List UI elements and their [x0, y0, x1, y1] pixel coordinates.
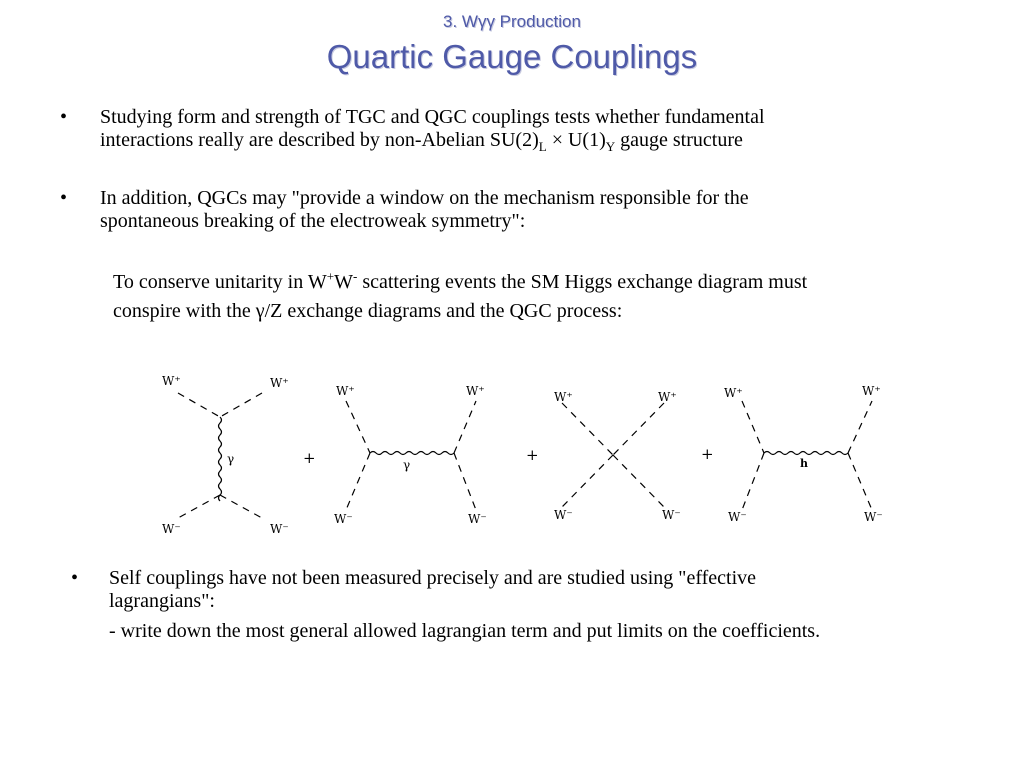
boson-line	[178, 495, 220, 518]
superscript: -	[352, 268, 358, 284]
sub-point-lagrangian: - write down the most general allowed lagrangian term and put limits on the coefficients.	[109, 620, 821, 642]
photon-propagator	[370, 452, 454, 455]
label-w-minus: W⁻	[334, 512, 353, 526]
boson-line	[848, 401, 872, 453]
plus-sign: +	[303, 449, 316, 467]
paragraph-line	[113, 268, 993, 297]
higgs-propagator	[764, 452, 848, 455]
text-segment: interactions really are described by non-Abelian SU(2)	[100, 129, 539, 151]
diagram-s-channel-photon	[346, 401, 476, 510]
bullet-marker: •	[71, 567, 79, 589]
bullet-text	[100, 187, 749, 233]
boson-line	[848, 453, 872, 510]
label-w-minus: W⁻	[864, 510, 883, 524]
text-segment: scattering events the SM Higgs exchange diagram must	[357, 271, 808, 293]
label-photon: γ	[227, 452, 235, 466]
boson-line	[454, 401, 476, 453]
bullet-text	[100, 106, 765, 152]
bullet-line: spontaneous breaking of the electroweak symmetry":	[100, 210, 526, 232]
paragraph-line: conspire with the γ/Z exchange diagrams and the QGC process:	[113, 300, 623, 322]
bullet-marker: •	[60, 106, 68, 128]
diagram-quartic-vertex	[562, 403, 664, 507]
boson-line	[178, 393, 220, 417]
superscript: +	[326, 268, 335, 284]
subscript: L	[538, 139, 547, 154]
bullet-tgc-qgc	[60, 106, 920, 154]
label-w-minus: W⁻	[270, 522, 289, 535]
bullet-self-couplings	[71, 567, 991, 615]
diagram-s-channel-higgs	[742, 401, 872, 510]
label-w-plus: W⁺	[724, 386, 743, 400]
boson-line	[562, 403, 613, 455]
label-w-plus: W⁺	[162, 374, 181, 388]
label-w-plus: W⁺	[270, 376, 289, 390]
boson-line	[220, 495, 262, 518]
page-title: Quartic Gauge Couplings	[326, 38, 698, 75]
boson-line	[346, 401, 370, 453]
bullet-line: In addition, QGCs may "provide a window on the mechanism responsible for the	[100, 187, 749, 209]
boson-line	[346, 453, 370, 510]
bullet-line	[100, 129, 765, 152]
label-w-plus: W⁺	[554, 390, 573, 404]
text-segment: gauge structure	[615, 129, 743, 151]
boson-line	[742, 453, 764, 510]
section-title: 3. Wγγ Production	[443, 12, 581, 31]
subscript: Y	[605, 139, 616, 154]
boson-line	[613, 455, 664, 507]
label-w-plus: W⁺	[466, 384, 485, 398]
label-w-minus: W⁻	[468, 512, 487, 526]
label-w-minus: W⁻	[554, 508, 573, 522]
boson-line	[562, 455, 613, 507]
bullet-line: Self couplings have not been measured precisely and are studied using "effective	[109, 567, 757, 589]
label-w-plus: W⁺	[336, 384, 355, 398]
bullet-line: Studying form and strength of TGC and QGC couplings tests whether fundamental	[100, 106, 765, 128]
bullet-text	[109, 567, 969, 613]
label-w-minus: W⁻	[728, 510, 747, 524]
label-w-plus: W⁺	[862, 384, 881, 398]
label-photon: γ	[403, 458, 411, 472]
boson-line	[220, 393, 262, 417]
plus-sign: +	[701, 445, 714, 463]
bullet-qgc-window	[60, 187, 920, 235]
boson-line	[613, 403, 664, 455]
label-w-minus: W⁻	[662, 508, 681, 522]
plus-sign: +	[526, 446, 539, 464]
text-segment: × U(1)	[546, 129, 606, 151]
boson-line	[454, 453, 476, 510]
label-w-plus: W⁺	[658, 390, 677, 404]
photon-propagator	[219, 417, 222, 501]
bullet-marker: •	[60, 187, 68, 209]
label-w-minus: W⁻	[162, 522, 181, 535]
bullet-line: lagrangians":	[109, 590, 215, 612]
text-segment: To conserve unitarity in W	[113, 271, 327, 293]
boson-line	[742, 401, 764, 453]
feynman-diagrams	[150, 365, 900, 535]
unitarity-paragraph	[113, 268, 993, 326]
diagram-t-channel-photon	[178, 393, 262, 518]
label-higgs: h	[800, 457, 808, 470]
text-segment: W	[334, 271, 353, 293]
